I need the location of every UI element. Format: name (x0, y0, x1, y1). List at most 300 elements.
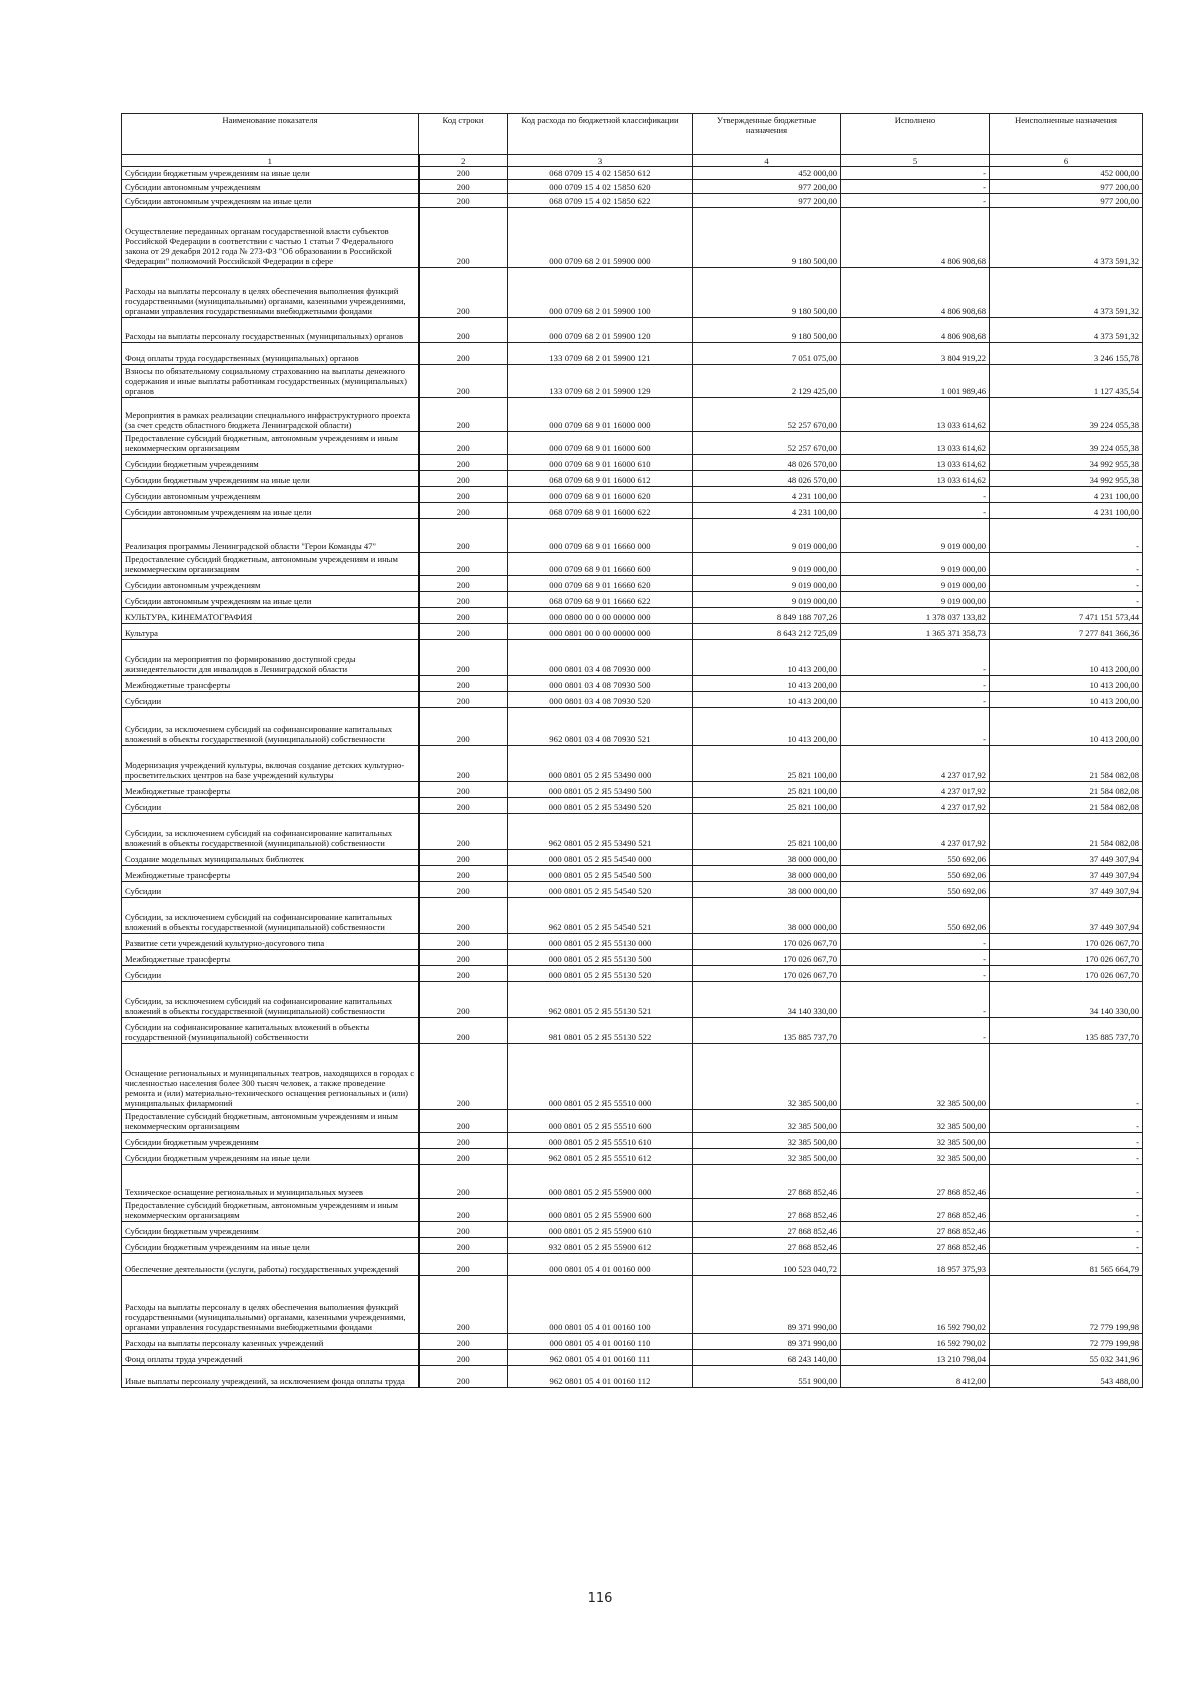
row-approved: 9 180 500,00 (693, 318, 841, 343)
row-line-code: 200 (419, 208, 508, 268)
row-name: Мероприятия в рамках реализации специального инфраструктурного проекта (за счет средств областного бюджета Ленинградской области) (122, 398, 419, 432)
row-name: Субсидии бюджетным учреждениям на иные цели (122, 1238, 419, 1254)
row-executed: 13 210 798,04 (841, 1350, 990, 1366)
row-budget-code: 000 0801 05 2 Я5 55900 600 (508, 1199, 693, 1222)
row-executed: - (841, 676, 990, 692)
row-name: Иные выплаты персоналу учреждений, за исключением фонда оплаты труда (122, 1366, 419, 1388)
table-row (122, 1334, 1143, 1350)
row-line-code: 200 (419, 692, 508, 708)
row-name: Межбюджетные трансферты (122, 866, 419, 882)
row-executed: 32 385 500,00 (841, 1110, 990, 1133)
row-unexecuted: - (990, 1238, 1143, 1254)
row-approved: 977 200,00 (693, 180, 841, 194)
row-unexecuted: 170 026 067,70 (990, 966, 1143, 982)
row-name: Субсидии на софинансирование капитальных вложений в объекты государственной (муниципальной) собственности (122, 1018, 419, 1044)
table-row (122, 268, 1143, 318)
row-approved: 170 026 067,70 (693, 950, 841, 966)
row-line-code: 200 (419, 180, 508, 194)
table-row (122, 1165, 1143, 1199)
row-line-code: 200 (419, 471, 508, 487)
row-approved: 38 000 000,00 (693, 898, 841, 934)
table-row (122, 471, 1143, 487)
row-executed: 13 033 614,62 (841, 432, 990, 455)
row-executed: 27 868 852,46 (841, 1199, 990, 1222)
column-numbers-row (122, 155, 1143, 167)
row-name: Субсидии автономным учреждениям на иные цели (122, 194, 419, 208)
row-executed: - (841, 692, 990, 708)
table-row (122, 1018, 1143, 1044)
row-name: Субсидии, за исключением субсидий на софинансирование капитальных вложений в объекты государственной (муниципальной) собственности (122, 814, 419, 850)
row-executed: - (841, 934, 990, 950)
row-executed: - (841, 180, 990, 194)
row-budget-code: 068 0709 15 4 02 15850 612 (508, 167, 693, 180)
row-unexecuted: 4 373 591,32 (990, 268, 1143, 318)
row-approved: 9 019 000,00 (693, 519, 841, 553)
row-name: Предоставление субсидий бюджетным, автономным учреждениям и иным некоммерческим организациям (122, 553, 419, 576)
row-budget-code: 000 0801 05 2 Я5 54540 000 (508, 850, 693, 866)
row-budget-code: 068 0709 68 9 01 16000 612 (508, 471, 693, 487)
row-budget-code: 000 0709 68 2 01 59900 120 (508, 318, 693, 343)
row-line-code: 200 (419, 982, 508, 1018)
row-line-code: 200 (419, 1110, 508, 1133)
row-unexecuted: 21 584 082,08 (990, 746, 1143, 782)
row-name: Субсидии, за исключением субсидий на софинансирование капитальных вложений в объекты государственной (муниципальной) собственности (122, 982, 419, 1018)
row-executed: - (841, 640, 990, 676)
row-line-code: 200 (419, 1165, 508, 1199)
row-line-code: 200 (419, 343, 508, 365)
row-line-code: 200 (419, 966, 508, 982)
row-budget-code: 000 0801 05 2 Я5 55900 000 (508, 1165, 693, 1199)
row-executed: 4 237 017,92 (841, 746, 990, 782)
row-budget-code: 000 0801 03 4 08 70930 500 (508, 676, 693, 692)
row-name: Субсидии автономным учреждениям (122, 576, 419, 592)
row-budget-code: 000 0801 05 2 Я5 54540 520 (508, 882, 693, 898)
header-approved: Утвержденные бюджетные назначения (693, 114, 841, 155)
row-budget-code: 000 0709 68 9 01 16660 000 (508, 519, 693, 553)
table-row (122, 676, 1143, 692)
row-line-code: 200 (419, 782, 508, 798)
row-line-code: 200 (419, 1133, 508, 1149)
row-executed: 9 019 000,00 (841, 592, 990, 608)
row-name: Межбюджетные трансферты (122, 950, 419, 966)
row-executed: 4 237 017,92 (841, 782, 990, 798)
row-name: Предоставление субсидий бюджетным, автономным учреждениям и иным некоммерческим организациям (122, 1110, 419, 1133)
row-unexecuted: 34 140 330,00 (990, 982, 1143, 1018)
row-unexecuted: 10 413 200,00 (990, 676, 1143, 692)
row-unexecuted: 72 779 199,98 (990, 1276, 1143, 1334)
header-budget-code: Код расхода по бюджетной классификации (508, 114, 693, 155)
row-line-code: 200 (419, 365, 508, 398)
row-budget-code: 000 0801 00 0 00 00000 000 (508, 624, 693, 640)
column-number: 5 (841, 155, 990, 167)
row-name: Субсидии бюджетным учреждениям (122, 1222, 419, 1238)
table-row (122, 866, 1143, 882)
row-budget-code: 000 0801 05 2 Я5 55510 600 (508, 1110, 693, 1133)
row-name: Субсидии бюджетным учреждениям на иные цели (122, 471, 419, 487)
table-row (122, 208, 1143, 268)
row-unexecuted: 7 471 151 573,44 (990, 608, 1143, 624)
row-approved: 25 821 100,00 (693, 746, 841, 782)
row-unexecuted: 135 885 737,70 (990, 1018, 1143, 1044)
row-name: Межбюджетные трансферты (122, 782, 419, 798)
table-row (122, 982, 1143, 1018)
row-unexecuted: 543 488,00 (990, 1366, 1143, 1388)
row-budget-code: 962 0801 05 4 01 00160 111 (508, 1350, 693, 1366)
row-unexecuted: 55 032 341,96 (990, 1350, 1143, 1366)
row-name: КУЛЬТУРА, КИНЕМАТОГРАФИЯ (122, 608, 419, 624)
row-line-code: 200 (419, 934, 508, 950)
row-executed: - (841, 950, 990, 966)
row-unexecuted: - (990, 1133, 1143, 1149)
row-name: Расходы на выплаты персоналу в целях обеспечения выполнения функций государственными (муниципальными) органами, казенными учреждениями, органами управления государственными внебюджетными фондами (122, 1276, 419, 1334)
row-unexecuted: 10 413 200,00 (990, 692, 1143, 708)
row-approved: 9 019 000,00 (693, 592, 841, 608)
row-name: Субсидии автономным учреждениям на иные цели (122, 592, 419, 608)
row-name: Субсидии, за исключением субсидий на софинансирование капитальных вложений в объекты государственной (муниципальной) собственности (122, 898, 419, 934)
row-budget-code: 000 0801 05 2 Я5 55900 610 (508, 1222, 693, 1238)
row-approved: 27 868 852,46 (693, 1165, 841, 1199)
row-line-code: 200 (419, 814, 508, 850)
row-executed: 16 592 790,02 (841, 1276, 990, 1334)
row-line-code: 200 (419, 866, 508, 882)
row-name: Расходы на выплаты персоналу государственных (муниципальных) органов (122, 318, 419, 343)
row-unexecuted: - (990, 1110, 1143, 1133)
row-unexecuted: 34 992 955,38 (990, 455, 1143, 471)
table-row (122, 1110, 1143, 1133)
row-approved: 48 026 570,00 (693, 455, 841, 471)
row-name: Взносы по обязательному социальному страхованию на выплаты денежного содержания и иные выплаты работникам государственных (муниципальных) органов (122, 365, 419, 398)
row-approved: 25 821 100,00 (693, 782, 841, 798)
row-approved: 9 180 500,00 (693, 268, 841, 318)
table-row (122, 1222, 1143, 1238)
row-budget-code: 068 0709 68 9 01 16660 622 (508, 592, 693, 608)
table-row (122, 487, 1143, 503)
row-line-code: 200 (419, 1199, 508, 1222)
row-line-code: 200 (419, 898, 508, 934)
header-unexecuted: Неисполненные назначения (990, 114, 1143, 155)
row-line-code: 200 (419, 882, 508, 898)
row-approved: 7 051 075,00 (693, 343, 841, 365)
row-approved: 34 140 330,00 (693, 982, 841, 1018)
row-unexecuted: - (990, 1222, 1143, 1238)
row-unexecuted: 170 026 067,70 (990, 950, 1143, 966)
row-budget-code: 932 0801 05 2 Я5 55900 612 (508, 1238, 693, 1254)
table-row (122, 1199, 1143, 1222)
row-name: Фонд оплаты труда государственных (муниципальных) органов (122, 343, 419, 365)
row-unexecuted: 37 449 307,94 (990, 882, 1143, 898)
table-row (122, 898, 1143, 934)
row-name: Создание модельных муниципальных библиотек (122, 850, 419, 866)
row-approved: 100 523 040,72 (693, 1254, 841, 1276)
row-executed: 4 806 908,68 (841, 318, 990, 343)
row-approved: 68 243 140,00 (693, 1350, 841, 1366)
row-unexecuted: - (990, 1199, 1143, 1222)
row-unexecuted: 3 246 155,78 (990, 343, 1143, 365)
row-unexecuted: 37 449 307,94 (990, 866, 1143, 882)
budget-report-sheet (121, 113, 1142, 1388)
row-executed: 16 592 790,02 (841, 1334, 990, 1350)
table-row (122, 553, 1143, 576)
table-row (122, 1254, 1143, 1276)
row-name: Предоставление субсидий бюджетным, автономным учреждениям и иным некоммерческим организациям (122, 432, 419, 455)
row-budget-code: 000 0801 05 2 Я5 53490 500 (508, 782, 693, 798)
table-row (122, 194, 1143, 208)
row-unexecuted: 37 449 307,94 (990, 898, 1143, 934)
row-line-code: 200 (419, 1254, 508, 1276)
row-executed: 550 692,06 (841, 850, 990, 866)
row-name: Субсидии бюджетным учреждениям на иные цели (122, 167, 419, 180)
row-unexecuted: 72 779 199,98 (990, 1334, 1143, 1350)
table-row (122, 1044, 1143, 1110)
row-line-code: 200 (419, 1238, 508, 1254)
row-unexecuted: 977 200,00 (990, 180, 1143, 194)
row-line-code: 200 (419, 640, 508, 676)
row-approved: 32 385 500,00 (693, 1149, 841, 1165)
row-budget-code: 962 0801 05 2 Я5 53490 521 (508, 814, 693, 850)
row-executed: 550 692,06 (841, 866, 990, 882)
row-executed: - (841, 966, 990, 982)
row-line-code: 200 (419, 576, 508, 592)
row-budget-code: 000 0801 03 4 08 70930 000 (508, 640, 693, 676)
row-approved: 25 821 100,00 (693, 798, 841, 814)
row-line-code: 200 (419, 592, 508, 608)
row-approved: 32 385 500,00 (693, 1133, 841, 1149)
row-approved: 452 000,00 (693, 167, 841, 180)
row-approved: 10 413 200,00 (693, 640, 841, 676)
row-executed: 4 806 908,68 (841, 268, 990, 318)
row-approved: 48 026 570,00 (693, 471, 841, 487)
row-name: Субсидии бюджетным учреждениям (122, 1133, 419, 1149)
row-unexecuted: 10 413 200,00 (990, 708, 1143, 746)
row-executed: 32 385 500,00 (841, 1044, 990, 1110)
row-approved: 9 180 500,00 (693, 208, 841, 268)
row-name: Расходы на выплаты персоналу казенных учреждений (122, 1334, 419, 1350)
row-approved: 52 257 670,00 (693, 432, 841, 455)
row-line-code: 200 (419, 1276, 508, 1334)
row-executed: 27 868 852,46 (841, 1222, 990, 1238)
row-name: Субсидии бюджетным учреждениям на иные цели (122, 1149, 419, 1165)
row-approved: 89 371 990,00 (693, 1276, 841, 1334)
row-unexecuted: 170 026 067,70 (990, 934, 1143, 950)
row-unexecuted: 37 449 307,94 (990, 850, 1143, 866)
table-row (122, 455, 1143, 471)
table-row (122, 1276, 1143, 1334)
table-row (122, 708, 1143, 746)
row-budget-code: 962 0801 05 2 Я5 55130 521 (508, 982, 693, 1018)
row-budget-code: 068 0709 68 9 01 16000 622 (508, 503, 693, 519)
row-line-code: 200 (419, 798, 508, 814)
row-approved: 38 000 000,00 (693, 850, 841, 866)
row-unexecuted: - (990, 519, 1143, 553)
row-line-code: 200 (419, 167, 508, 180)
row-name: Модернизация учреждений культуры, включая создание детских культурно-просветительских центров на базе учреждений культуры (122, 746, 419, 782)
table-row (122, 782, 1143, 798)
table-row (122, 624, 1143, 640)
table-row (122, 1149, 1143, 1165)
row-approved: 8 643 212 725,09 (693, 624, 841, 640)
row-budget-code: 962 0801 03 4 08 70930 521 (508, 708, 693, 746)
header-line-code: Код строки (419, 114, 508, 155)
row-executed: - (841, 708, 990, 746)
row-budget-code: 000 0709 15 4 02 15850 620 (508, 180, 693, 194)
row-executed: 1 378 037 133,82 (841, 608, 990, 624)
row-executed: 27 868 852,46 (841, 1238, 990, 1254)
row-line-code: 200 (419, 1149, 508, 1165)
row-unexecuted: 81 565 664,79 (990, 1254, 1143, 1276)
row-line-code: 200 (419, 950, 508, 966)
row-line-code: 200 (419, 487, 508, 503)
row-executed: 8 412,00 (841, 1366, 990, 1388)
column-number: 6 (990, 155, 1143, 167)
row-executed: 1 365 371 358,73 (841, 624, 990, 640)
row-line-code: 200 (419, 1334, 508, 1350)
row-line-code: 200 (419, 850, 508, 866)
row-budget-code: 068 0709 15 4 02 15850 622 (508, 194, 693, 208)
row-line-code: 200 (419, 432, 508, 455)
row-executed: - (841, 194, 990, 208)
table-row (122, 1366, 1143, 1388)
row-approved: 8 849 188 707,26 (693, 608, 841, 624)
row-name: Субсидии на мероприятия по формированию доступной среды жизнедеятельности для инвалидов в Ленинградской области (122, 640, 419, 676)
row-executed: - (841, 1018, 990, 1044)
row-budget-code: 000 0801 05 2 Я5 53490 520 (508, 798, 693, 814)
row-executed: 3 804 919,22 (841, 343, 990, 365)
row-executed: 4 806 908,68 (841, 208, 990, 268)
row-executed: 32 385 500,00 (841, 1133, 990, 1149)
row-approved: 10 413 200,00 (693, 692, 841, 708)
row-line-code: 200 (419, 519, 508, 553)
header-indicator-name: Наименование показателя (122, 114, 419, 155)
row-line-code: 200 (419, 1222, 508, 1238)
row-executed: 13 033 614,62 (841, 398, 990, 432)
row-name: Фонд оплаты труда учреждений (122, 1350, 419, 1366)
row-approved: 135 885 737,70 (693, 1018, 841, 1044)
row-line-code: 200 (419, 624, 508, 640)
row-approved: 32 385 500,00 (693, 1044, 841, 1110)
row-budget-code: 962 0801 05 4 01 00160 112 (508, 1366, 693, 1388)
row-executed: - (841, 167, 990, 180)
page-number: 116 (587, 1591, 613, 1606)
row-budget-code: 000 0800 00 0 00 00000 000 (508, 608, 693, 624)
row-line-code: 200 (419, 194, 508, 208)
row-approved: 9 019 000,00 (693, 576, 841, 592)
table-row (122, 934, 1143, 950)
row-budget-code: 000 0709 68 9 01 16000 000 (508, 398, 693, 432)
table-row (122, 966, 1143, 982)
row-approved: 4 231 100,00 (693, 487, 841, 503)
table-row (122, 503, 1143, 519)
table-row (122, 592, 1143, 608)
row-approved: 4 231 100,00 (693, 503, 841, 519)
row-line-code: 200 (419, 455, 508, 471)
row-approved: 52 257 670,00 (693, 398, 841, 432)
row-approved: 10 413 200,00 (693, 708, 841, 746)
row-executed: - (841, 982, 990, 1018)
row-budget-code: 000 0801 05 4 01 00160 000 (508, 1254, 693, 1276)
row-line-code: 200 (419, 608, 508, 624)
row-unexecuted: 977 200,00 (990, 194, 1143, 208)
table-row (122, 746, 1143, 782)
row-name: Субсидии (122, 882, 419, 898)
row-unexecuted: 452 000,00 (990, 167, 1143, 180)
row-line-code: 200 (419, 676, 508, 692)
row-executed: 18 957 375,93 (841, 1254, 990, 1276)
table-row (122, 343, 1143, 365)
row-approved: 170 026 067,70 (693, 966, 841, 982)
row-unexecuted: - (990, 553, 1143, 576)
row-unexecuted: - (990, 592, 1143, 608)
row-budget-code: 000 0801 05 2 Я5 55130 000 (508, 934, 693, 950)
row-executed: 550 692,06 (841, 882, 990, 898)
row-name: Расходы на выплаты персоналу в целях обеспечения выполнения функций государственными (муниципальными) органами, казенными учреждениями, органами управления государственными внебюджетными фондами (122, 268, 419, 318)
row-budget-code: 962 0801 05 2 Я5 55510 612 (508, 1149, 693, 1165)
row-executed: 13 033 614,62 (841, 455, 990, 471)
row-budget-code: 000 0801 05 4 01 00160 100 (508, 1276, 693, 1334)
row-approved: 38 000 000,00 (693, 882, 841, 898)
row-executed: 9 019 000,00 (841, 576, 990, 592)
header-executed: Исполнено (841, 114, 990, 155)
table-row (122, 640, 1143, 676)
row-name: Развитие сети учреждений культурно-досугового типа (122, 934, 419, 950)
row-unexecuted: - (990, 576, 1143, 592)
row-approved: 89 371 990,00 (693, 1334, 841, 1350)
row-budget-code: 000 0801 05 4 01 00160 110 (508, 1334, 693, 1350)
row-unexecuted: 4 373 591,32 (990, 318, 1143, 343)
budget-execution-table (121, 113, 1143, 1388)
row-approved: 27 868 852,46 (693, 1222, 841, 1238)
row-executed: 27 868 852,46 (841, 1165, 990, 1199)
row-executed: 9 019 000,00 (841, 519, 990, 553)
row-name: Техническое оснащение региональных и муниципальных музеев (122, 1165, 419, 1199)
table-row (122, 814, 1143, 850)
row-approved: 2 129 425,00 (693, 365, 841, 398)
table-row (122, 692, 1143, 708)
row-budget-code: 000 0709 68 9 01 16000 610 (508, 455, 693, 471)
row-budget-code: 000 0709 68 9 01 16000 600 (508, 432, 693, 455)
row-name: Субсидии, за исключением субсидий на софинансирование капитальных вложений в объекты государственной (муниципальной) собственности (122, 708, 419, 746)
row-line-code: 200 (419, 1350, 508, 1366)
row-name: Межбюджетные трансферты (122, 676, 419, 692)
row-line-code: 200 (419, 553, 508, 576)
row-line-code: 200 (419, 398, 508, 432)
row-name: Субсидии автономным учреждениям на иные цели (122, 503, 419, 519)
row-approved: 10 413 200,00 (693, 676, 841, 692)
row-line-code: 200 (419, 1366, 508, 1388)
table-row (122, 398, 1143, 432)
table-row (122, 882, 1143, 898)
table-header-row (122, 114, 1143, 155)
row-name: Культура (122, 624, 419, 640)
row-unexecuted: 4 231 100,00 (990, 503, 1143, 519)
row-line-code: 200 (419, 708, 508, 746)
row-unexecuted: - (990, 1149, 1143, 1165)
row-name: Оснащение региональных и муниципальных театров, находящихся в городах с численностью населения более 300 тысяч человек, а также проведение ремонта и (или) материально-технического оснащения региональных и (или) муниципальных филармоний (122, 1044, 419, 1110)
column-number: 4 (693, 155, 841, 167)
row-approved: 27 868 852,46 (693, 1199, 841, 1222)
row-approved: 27 868 852,46 (693, 1238, 841, 1254)
row-line-code: 200 (419, 503, 508, 519)
row-budget-code: 000 0801 05 2 Я5 55510 610 (508, 1133, 693, 1149)
table-row (122, 798, 1143, 814)
row-unexecuted: 7 277 841 366,36 (990, 624, 1143, 640)
row-approved: 38 000 000,00 (693, 866, 841, 882)
row-executed: - (841, 503, 990, 519)
row-unexecuted: 21 584 082,08 (990, 798, 1143, 814)
row-unexecuted: 10 413 200,00 (990, 640, 1143, 676)
row-unexecuted: - (990, 1044, 1143, 1110)
row-name: Осуществление переданных органам государственной власти субъектов Российской Федерации в соответствии с частью 1 статьи 7 Федерального закона от 29 декабря 2012 года № 273-ФЗ "Об образовании в Российской Федерации" полномочий Российской Федерации в сфере (122, 208, 419, 268)
row-unexecuted: 21 584 082,08 (990, 814, 1143, 850)
